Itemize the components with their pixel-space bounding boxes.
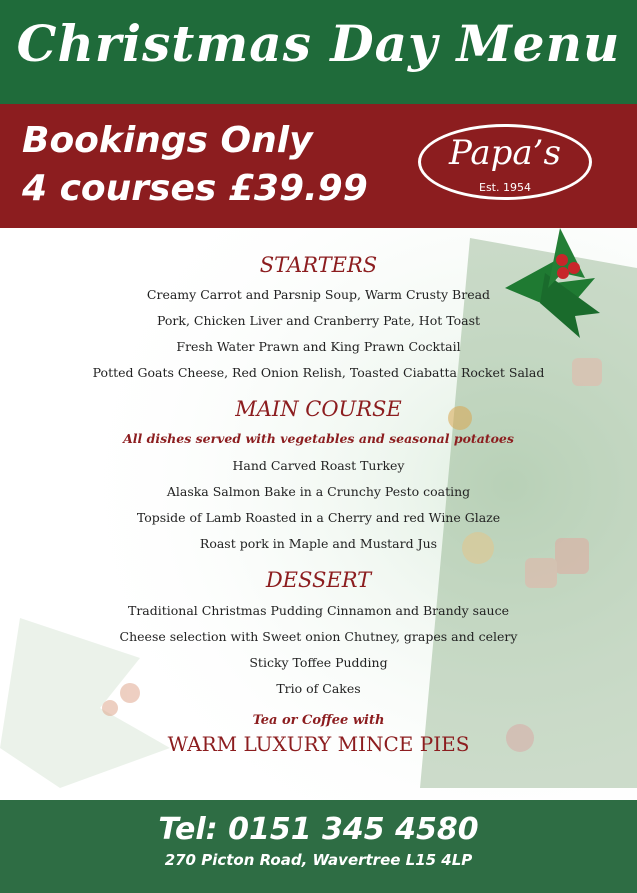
starter-item: Potted Goats Cheese, Red Onion Relish, Toasted Ciabatta Rocket Salad	[92, 365, 545, 380]
logo-name: Papa’s	[449, 133, 561, 173]
papas-logo	[418, 124, 592, 200]
main-item: Alaska Salmon Bake in a Crunchy Pesto coating	[166, 484, 471, 499]
logo-established: Est. 1954	[479, 181, 531, 194]
dessert-item: Traditional Christmas Pudding Cinnamon and Brandy sauce	[127, 603, 509, 618]
dessert-item: Sticky Toffee Pudding	[249, 655, 388, 670]
main-item: Hand Carved Roast Turkey	[232, 458, 405, 473]
offer-text	[22, 117, 368, 213]
main-item: Roast pork in Maple and Mustard Jus	[199, 536, 438, 551]
mince-pies-heading: WARM LUXURY MINCE PIES	[167, 732, 470, 756]
address: 270 Picton Road, Wavertree L15 4LP	[164, 851, 473, 869]
tea-coffee-note: Tea or Coffee with	[252, 713, 385, 728]
starter-item: Fresh Water Prawn and King Prawn Cocktail	[176, 339, 461, 354]
dessert-item: Cheese selection with Sweet onion Chutney, grapes and celery	[119, 629, 518, 644]
main-course-note: All dishes served with vegetables and seasonal potatoes	[123, 431, 514, 446]
starter-item: Creamy Carrot and Parsnip Soup, Warm Crusty Bread	[146, 287, 491, 302]
bookings-only-label: Bookings Only	[22, 120, 313, 161]
starters-heading: STARTERS	[259, 253, 378, 277]
main-course-heading: MAIN COURSE	[235, 397, 402, 421]
dessert-heading: DESSERT	[265, 568, 372, 592]
dessert-item: Trio of Cakes	[276, 681, 361, 696]
telephone-number: Tel: 0151 345 4580	[158, 812, 479, 847]
main-item: Topside of Lamb Roasted in a Cherry and red Wine Glaze	[136, 510, 501, 525]
menu-title: Christmas Day Menu	[16, 14, 621, 73]
starter-item: Pork, Chicken Liver and Cranberry Pate, Hot Toast	[156, 313, 481, 328]
price-label: 4 courses £39.99	[22, 168, 368, 209]
